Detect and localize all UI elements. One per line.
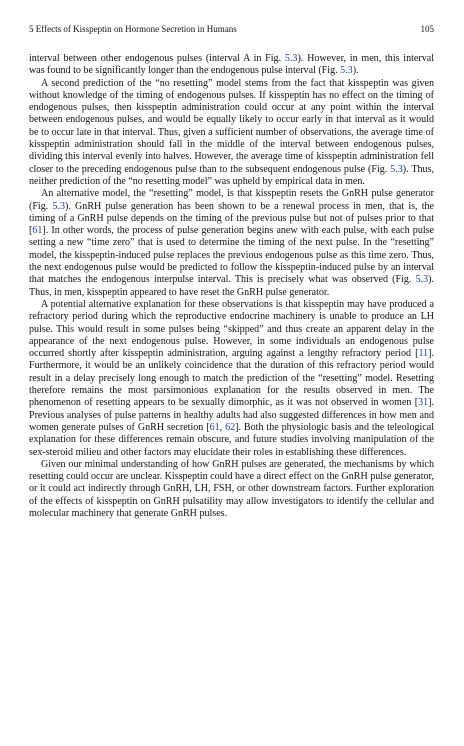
text-run: A potential alternative explanation for these observations is that kisspeptin may have produced a refractory period during which the reproductive endocrine machinery is unable to produce an LH pulse. This would result in some pulses being “skipped” and thus create an apparent delay in the appearance of the next endogenous pulse. However, in some individuals an endogenous pulse occurred shortly after kisspeptin administration, arguing against a lengthy refractory period [ — [29, 298, 434, 360]
text-run: ]. Previous analyses of pulse patterns in healthy adults had also suggested differences in how men and women generate pulses of GnRH secretion [ — [29, 397, 434, 433]
text-run: , — [219, 421, 226, 433]
text-run: Given our minimal understanding of how GnRH pulses are generated, the mechanisms by which resetting could occur are unclear. Kisspeptin could have a direct effect on the GnRH pulse generator, or it could act indirectly through GnRH, LH, FSH, or other downstream factors. Further exploration of the effects of kisspeptin on GnRH pulsatility may allow investigators to identify the cellular and molecular machinery that generate GnRH pulses. — [29, 458, 434, 519]
reference-link[interactable]: 61 — [32, 225, 43, 237]
text-run: interval between other endogenous pulses (interval A in Fig. — [29, 53, 285, 64]
paragraph-1 — [29, 53, 434, 78]
text-run: A second prediction of the “no resetting” model stems from the fact that kisspeptin was given without knowledge of the timing of endogenous pulses. If kisspeptin has no effect on the timing of endogenous pulses, then kisspeptin administration could occur at any point within the interval between endogenous pulses, and would be equally likely to occur early in that interval as it would be to occur late in that interval. Thus, given a sufficient number of observations, the average time of kisspeptin administration should fall in the middle of the interval between endogenous pulses, dividing this interval evenly into halves. However, the average time of kisspeptin administration fell closer to the preceding endogenous pulse than to the subsequent endogenous pulse (Fig. — [29, 77, 434, 175]
text-run: ]. Both the physiologic basis and the teleological explanation for these differences remain obscure, and future studies involving manipulation of the sex-steroid milieu and other factors may elucidate their roles in establishing these differences. — [29, 421, 435, 458]
paragraph-4 — [29, 299, 434, 459]
paragraph-3 — [29, 188, 434, 299]
text-run: ]. In other words, the process of pulse generation begins anew with each pulse, with each pulse setting a new “time zero” that is used to determine the timing of the next pulse. In the “resetting” model, the kisspeptin-induced pulse replaces the previous endogenous pulse as this time zero. Thus, the next endogenous pulse would be predicted to follow the kisspeptin-induced pulse by an interval that matches the endogenous interpulse interval. This is precisely what was observed (Fig. — [29, 225, 434, 286]
reference-link[interactable]: 5.3 — [340, 65, 353, 77]
paragraph-2 — [29, 78, 434, 189]
text-run: ). However, in men, this interval was found to be significantly longer than the endogenous pulse interval (Fig. — [29, 53, 434, 77]
body-text — [29, 53, 434, 520]
paragraph-5 — [29, 459, 434, 520]
running-head — [29, 24, 434, 35]
reference-link[interactable]: 5.3 — [415, 274, 429, 286]
text-run: ). Thus, in men, kisspeptin appeared to have reset the GnRH pulse generator. — [29, 274, 434, 298]
text-run: ). Thus, neither prediction of the “no resetting model” was upheld by empirical data in men. — [29, 163, 434, 187]
reference-link[interactable]: 31 — [418, 397, 429, 409]
reference-link[interactable]: 11 — [418, 348, 429, 360]
chapter-title: 5 Effects of Kisspeptin on Hormone Secretion in Humans — [29, 24, 237, 34]
text-run: ). — [352, 65, 359, 77]
book-page — [29, 24, 434, 724]
reference-link[interactable]: 5.3 — [390, 163, 403, 175]
text-run: An alternative model, the “resetting” model, is that kisspeptin resets the GnRH pulse generator (Fig. — [29, 188, 434, 212]
page-number: 105 — [420, 24, 434, 34]
reference-link[interactable]: 62 — [225, 421, 236, 433]
text-run: ]. Furthermore, it would be an unlikely coincidence that the duration of this refractory period would result in a delay precisely long enough to match the prediction of the “resetting” model. Resetting therefore remains the most parsimonious explanation for the results observed in men. The phenomenon of resetting appears to be sexually dimorphic, as it was not observed in women [ — [29, 348, 434, 409]
reference-link[interactable]: 5.3 — [52, 200, 65, 212]
reference-link[interactable]: 61 — [209, 421, 220, 433]
reference-link[interactable]: 5.3 — [284, 53, 298, 64]
text-run: ). GnRH pulse generation has been shown to be a renewal process in men, that is, the timing of a GnRH pulse depends on the timing of the previous pulse but not of pulses prior to that [ — [29, 200, 434, 237]
